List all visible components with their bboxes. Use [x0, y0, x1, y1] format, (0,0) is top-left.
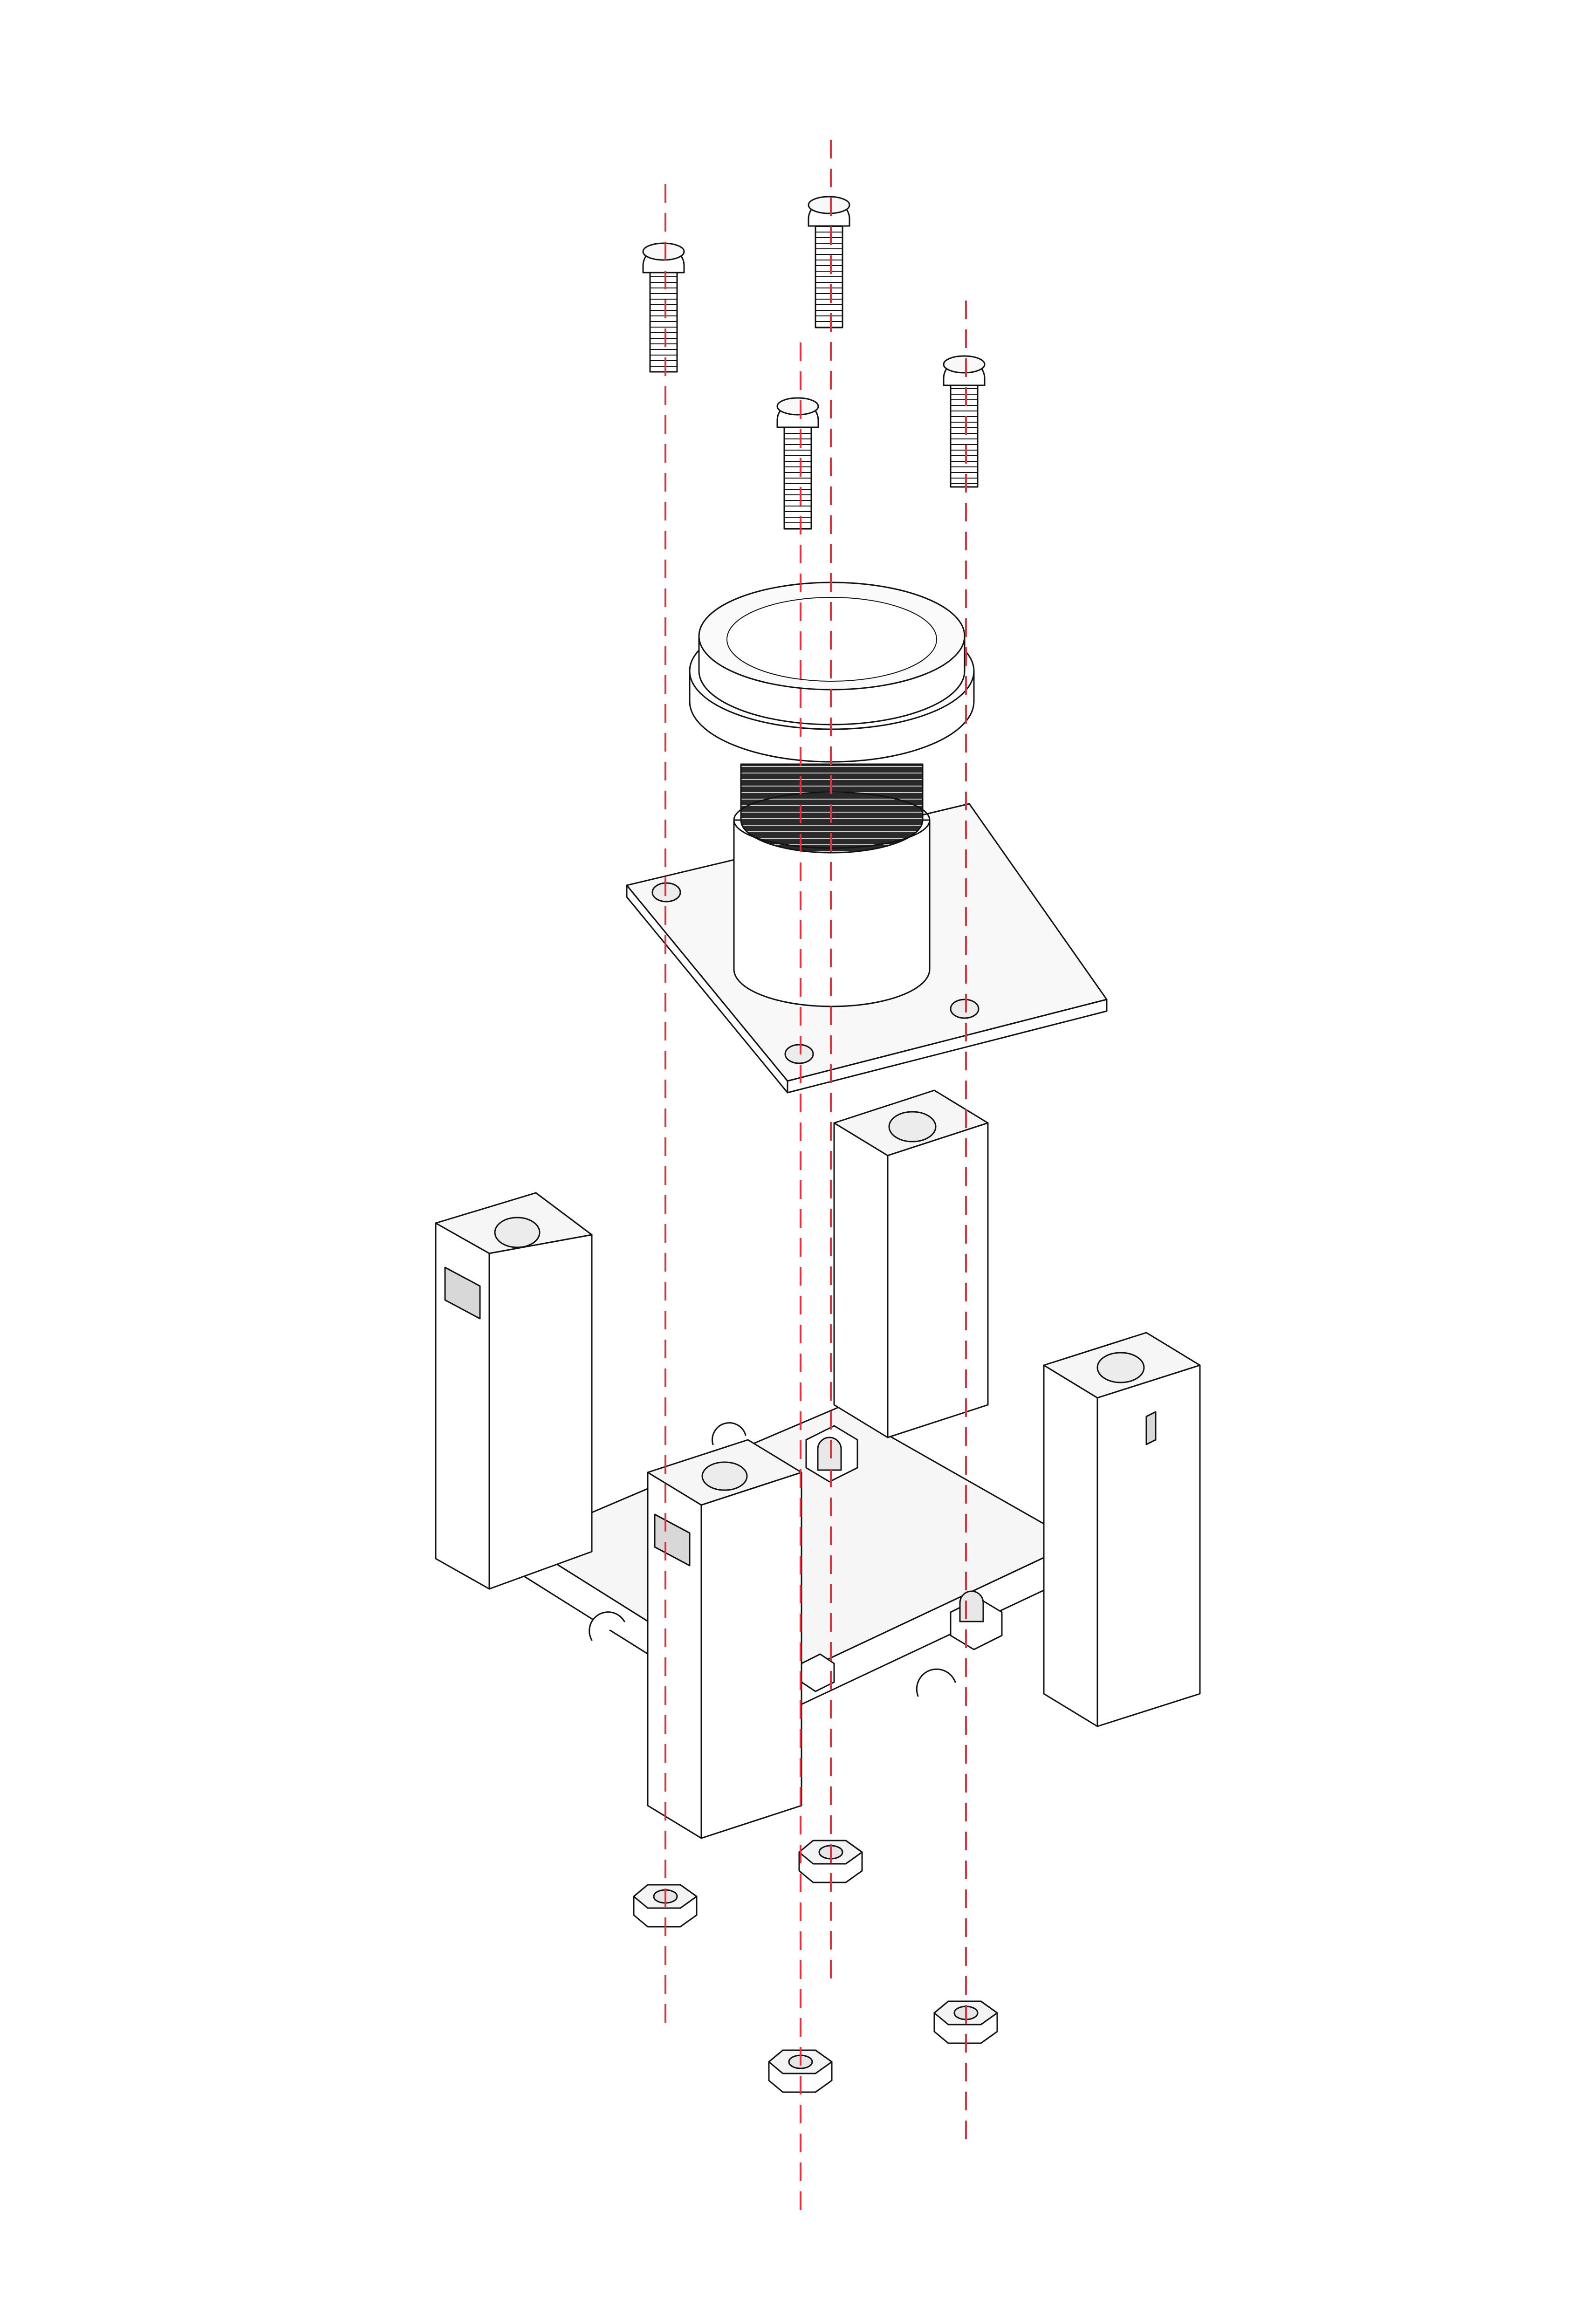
plate-hole-2: [785, 1045, 813, 1063]
post-left: [436, 1193, 592, 1589]
screw-1: [643, 243, 684, 372]
post-back: [834, 1090, 988, 1437]
screw-3: [777, 398, 818, 529]
base-with-posts: [436, 1090, 1200, 1838]
screw-4: [944, 356, 985, 487]
post-right: [1044, 1333, 1200, 1726]
post-front: [648, 1440, 801, 1838]
screw-2: [808, 197, 849, 328]
plate-hole-3: [951, 999, 979, 1018]
